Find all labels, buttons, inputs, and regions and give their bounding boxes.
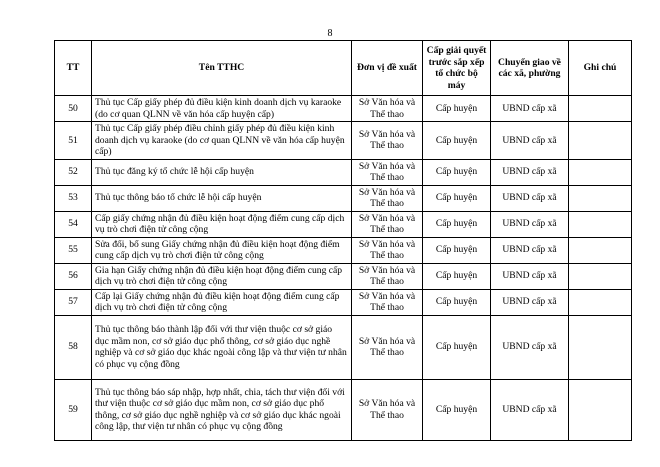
cell-note (569, 263, 632, 289)
table-row (55, 379, 632, 440)
cell-unit: Sở Văn hóa và Thể thao (352, 315, 423, 379)
cell-level: Cấp huyện (423, 211, 491, 237)
cell-transfer: UBND cấp xã (491, 159, 569, 185)
table-row (55, 237, 632, 263)
cell-note (569, 159, 632, 185)
header-tt: TT (55, 41, 92, 96)
cell-transfer: UBND cấp xã (491, 122, 569, 160)
table-row (55, 289, 632, 315)
procedures-table (54, 40, 632, 441)
cell-name: Thủ tục Cấp giấy phép đủ điều kiện kinh doanh dịch vụ karaoke (do cơ quan QLNN về văn hóa cấp huyện cấp) (92, 96, 352, 122)
cell-level: Cấp huyện (423, 159, 491, 185)
cell-tt: 55 (55, 237, 92, 263)
cell-level: Cấp huyện (423, 263, 491, 289)
cell-transfer: UBND cấp xã (491, 211, 569, 237)
cell-tt: 57 (55, 289, 92, 315)
cell-unit: Sở Văn hóa và Thể thao (352, 211, 423, 237)
cell-note (569, 96, 632, 122)
cell-transfer: UBND cấp xã (491, 379, 569, 440)
table-body (55, 96, 632, 441)
cell-note (569, 185, 632, 211)
table-header-row (55, 41, 632, 96)
cell-level: Cấp huyện (423, 315, 491, 379)
cell-tt: 54 (55, 211, 92, 237)
cell-transfer: UBND cấp xã (491, 263, 569, 289)
cell-transfer: UBND cấp xã (491, 315, 569, 379)
table-row (55, 211, 632, 237)
cell-unit: Sở Văn hóa và Thể thao (352, 122, 423, 160)
cell-tt: 53 (55, 185, 92, 211)
page-number: 8 (327, 28, 333, 39)
header-name: Tên TTHC (92, 41, 352, 96)
cell-level: Cấp huyện (423, 96, 491, 122)
cell-unit: Sở Văn hóa và Thể thao (352, 185, 423, 211)
cell-tt: 51 (55, 122, 92, 160)
cell-transfer: UBND cấp xã (491, 185, 569, 211)
cell-note (569, 237, 632, 263)
table-row (55, 96, 632, 122)
cell-unit: Sở Văn hóa và Thể thao (352, 96, 423, 122)
cell-name: Sửa đổi, bổ sung Giấy chứng nhận đủ điều kiện hoạt động điểm cung cấp dịch vụ trò chơi điện tử công cộng (92, 237, 352, 263)
cell-tt: 59 (55, 379, 92, 440)
cell-tt: 56 (55, 263, 92, 289)
cell-unit: Sở Văn hóa và Thể thao (352, 289, 423, 315)
cell-tt: 58 (55, 315, 92, 379)
cell-level: Cấp huyện (423, 122, 491, 160)
table-row (55, 159, 632, 185)
cell-level: Cấp huyện (423, 379, 491, 440)
cell-note (569, 289, 632, 315)
cell-note (569, 122, 632, 160)
cell-unit: Sở Văn hóa và Thể thao (352, 159, 423, 185)
cell-transfer: UBND cấp xã (491, 237, 569, 263)
cell-name: Cấp giấy chứng nhận đủ điều kiện hoạt động điểm cung cấp dịch vụ trò chơi điện tử công cộng (92, 211, 352, 237)
cell-note (569, 211, 632, 237)
cell-unit: Sở Văn hóa và Thể thao (352, 263, 423, 289)
header-level: Cấp giải quyết trước sắp xếp tổ chức bộ máy (423, 41, 491, 96)
header-unit: Đơn vị đề xuất (352, 41, 423, 96)
cell-transfer: UBND cấp xã (491, 289, 569, 315)
table-row (55, 122, 632, 160)
cell-name: Thủ tục thông báo tổ chức lễ hội cấp huyện (92, 185, 352, 211)
cell-transfer: UBND cấp xã (491, 96, 569, 122)
cell-name: Thủ tục đăng ký tổ chức lễ hội cấp huyện (92, 159, 352, 185)
table-row (55, 263, 632, 289)
header-transfer: Chuyển giao về các xã, phường (491, 41, 569, 96)
table-row (55, 185, 632, 211)
cell-level: Cấp huyện (423, 237, 491, 263)
header-note: Ghi chú (569, 41, 632, 96)
cell-note (569, 315, 632, 379)
cell-level: Cấp huyện (423, 185, 491, 211)
cell-name: Cấp lại Giấy chứng nhận đủ điều kiện hoạt động điểm cung cấp dịch vụ trò chơi điện tử công cộng (92, 289, 352, 315)
cell-unit: Sở Văn hóa và Thể thao (352, 237, 423, 263)
cell-tt: 50 (55, 96, 92, 122)
cell-name: Thủ tục thông báo sáp nhập, hợp nhất, chia, tách thư viện đối với thư viện thuộc cơ sở giáo dục mầm non, cơ sở giáo dục phổ thông, cơ sở giáo dục nghề nghiệp và cơ sở giáo dục khác ngoài công lập, thư viện tư nhân có phục vụ cộng đồng (92, 379, 352, 440)
cell-level: Cấp huyện (423, 289, 491, 315)
cell-note (569, 379, 632, 440)
cell-tt: 52 (55, 159, 92, 185)
cell-name: Gia hạn Giấy chứng nhận đủ điều kiện hoạt động điểm cung cấp dịch vụ trò chơi điện tử công cộng (92, 263, 352, 289)
cell-unit: Sở Văn hóa và Thể thao (352, 379, 423, 440)
cell-name: Thủ tục thông báo thành lập đối với thư viện thuộc cơ sở giáo dục mầm non, cơ sở giáo dục phổ thông, cơ sở giáo dục nghề nghiệp và cơ sở giáo dục khác ngoài công lập và thư viện tư nhân có phục vụ cộng đồng (92, 315, 352, 379)
table-row (55, 315, 632, 379)
cell-name: Thủ tục Cấp giấy phép điều chỉnh giấy phép đủ điều kiện kinh doanh dịch vụ karaoke (do cơ quan QLNN về văn hóa cấp huyện cấp) (92, 122, 352, 160)
